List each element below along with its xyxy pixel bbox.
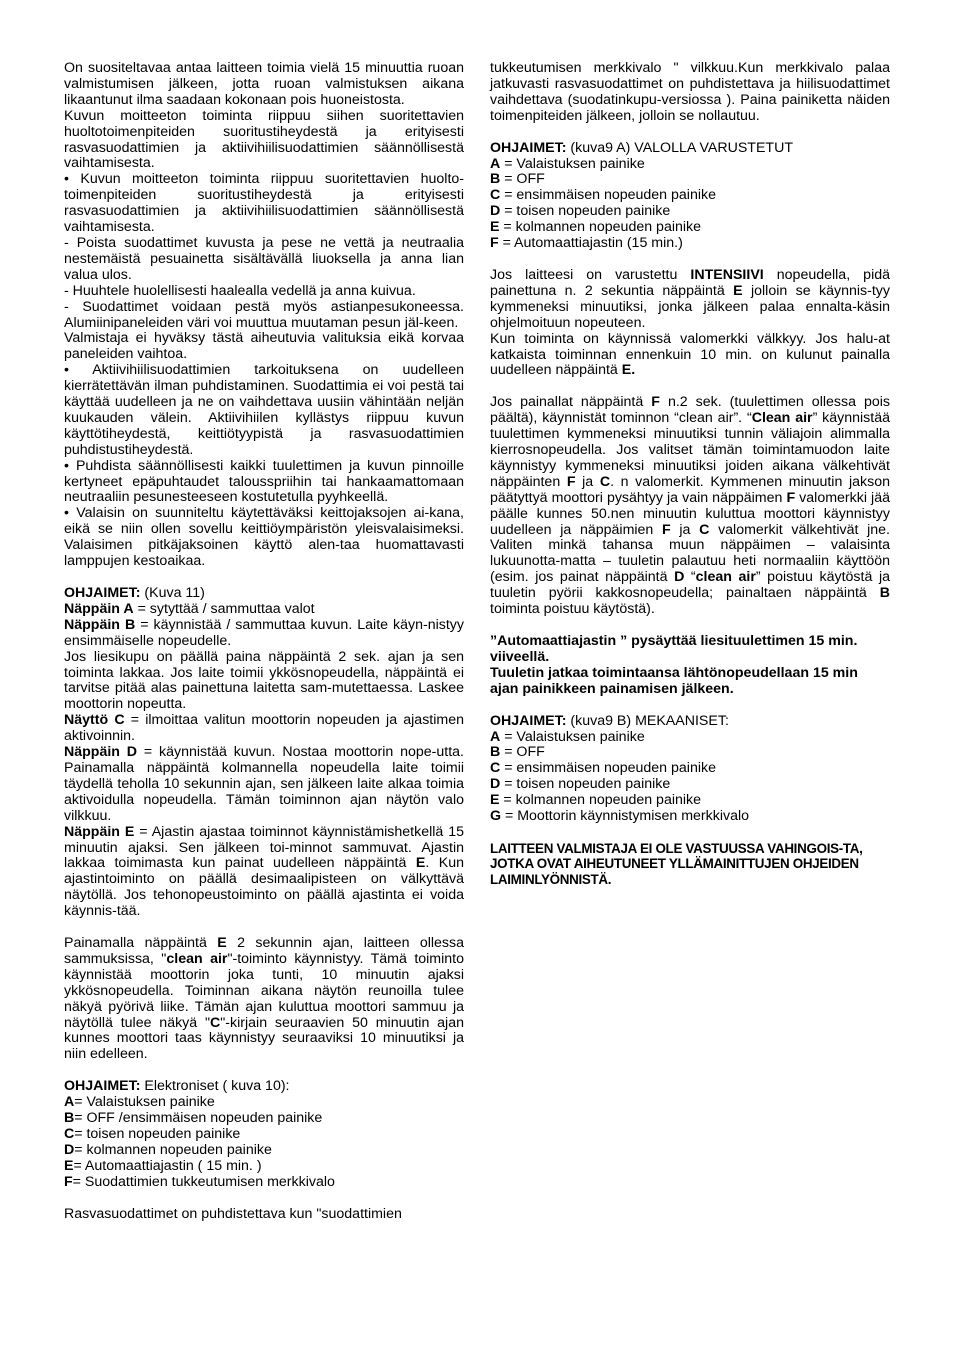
paragraph: Jos liesikupu on päällä paina näppäintä 2 sek. ajan ja sen toiminta lakkaa. Jos laite toimii ykkösnopeudella, näppäintä ei tarvitse pitää alas painettuna laitetta sam-mutettaessa. Laskee moottorin nopeutta. (64, 648, 464, 713)
list-item: F = Automaattiajastin (15 min.) (490, 235, 683, 252)
button-b-description: Näppäin B = käynnistää / sammuttaa kuvun. Laite käyn-nistyy ensimmäiselle nopeudelle. (64, 616, 464, 649)
list-item: C = ensimmäisen nopeuden painike (490, 760, 716, 777)
list-item: F= Suodattimien tukkeutumisen merkkivalo (64, 1173, 335, 1190)
list-item: E = kolmannen nopeuden painike (490, 219, 702, 236)
paragraph: Rasvasuodattimet on puhdistettava kun "suodattimien (64, 1205, 402, 1222)
controls-heading-fig9b: OHJAIMET: (kuva9 B) MEKAANISET: (490, 712, 729, 729)
paragraph: Valmistaja ei hyväksy tästä aiheutuvia valituksia eikä korvaa paneleiden vaihtoa. (64, 330, 464, 363)
paragraph: On suositeltavaa antaa laitteen toimia vielä 15 minuuttia ruoan valmistumisen jälkeen, jotta ruoan valmistuksen aikana likaantunut ilma saadaan kokonaan pois huoneistosta. (64, 60, 464, 108)
paragraph: tukkeutumisen merkkivalo " vilkkuu.Kun merkkivalo palaa jatkuvasti rasvasuodattimet on puhdistettava ja hiilisuodattimet vaihdettava (suodatinkupu-versiossa ). Paina painiketta näiden toimenpiteiden jälkeen, jolloin se nollautuu. (490, 60, 890, 124)
button-a-description: Näppäin A = sytyttää / sammuttaa valot (64, 600, 315, 617)
list-item: C = ensimmäisen nopeuden painike (490, 187, 716, 204)
display-c-description: Näyttö C = ilmoittaa valitun moottorin nopeuden ja ajastimen aktivoinnin. (64, 712, 464, 745)
clean-air-paragraph: Painamalla näppäintä E 2 sekunnin ajan, laitteen ollessa sammuksissa, "clean air"-toiminto käynnistyy. Tämä toiminto käynnistää moottorin joka tunti, 10 minuutin ajaksi ykkösnopeudella. Toiminnan aikana näytön reunoilla tulee näkyä pyörivä liike. Tämän ajan kuluttua moottori sammuu ja näytöllä tulee näkyä "C"-kirjain seuraavien 50 minuutin ajan kunnes moottori taas käynnistyy seuraaviksi 10 minuutiksi ja niin edelleen. (64, 935, 464, 1063)
clean-air-f-paragraph: Jos painallat näppäintä F n.2 sek. (tuulettimen ollessa pois päältä), käynnistät tominnon “clean air”. “Clean air” käynnistää tuulettimen kymmeneksi minuutiksi tunnin väliajoin alimmalla kierrosnopeudella. Jos valitset tämän toimintamuodon laite käynnistyy kymmeneksi minuutiksi joiden aikana välkehtivät näppäinten F ja C. n valomerkit. Kymmenen minuutin jakson päätyttyä moottori pysähtyy ja vain näppäimen F valomerkki jää päälle kunnes 50.nen minuutin kuluttua moottori käynnistyy uudelleen ja näppäimien F ja C valomerkit välkehtivät jne. Valiten minkä tahansa muun näppäimen – valaisinta lukuunotta-matta – tuuletin palautuu heti normaaliin käyttöön (esim. jos painat näppäintä D “clean air” poistuu käytöstä ja tuuletin pyörii kakkosnopeudella; painaltaen näppäintä B toiminta poistuu käytöstä). (490, 394, 890, 618)
list-item: A= Valaistuksen painike (64, 1094, 215, 1111)
button-e-description: Näppäin E = Ajastin ajastaa toiminnot käynnistämishetkellä 15 minuutin ajaksi. Sen jälkeen toi-minnot sammuvat. Ajastin lakkaa toimimasta kun painat uudelleen näppäintä E. Kun ajastintoiminto on päällä desimaalipisteen on välkyttävä näytöllä. Jos tehonopeustoiminto on päällä ajastinta ei voida käynnis-tää. (64, 823, 464, 920)
controls-list-fig10 (64, 1095, 464, 1190)
intensive-paragraph: Jos laitteesi on varustettu INTENSIIVI nopeudella, pidä painettuna n. 2 sekuntia näppäintä E jolloin se käynnis-tyy kymmeneksi minuutiksi, jonka jälkeen palaa ennalta-käsin ohjelmoituun nopeuteen. (490, 266, 890, 331)
list-item: D = toisen nopeuden painike (490, 203, 671, 220)
paragraph: • Aktiivihiilisuodattimien tarkoituksena on uudelleen kierrätettävän ilman puhdistaminen. Suodattimia ei voi pestä tai käyttää uudelleen ja ne on vaihdettava uusiin vähintään neljän kuukauden välein. Aktiivihiilen kyllästys riippuu kuvun käyttötiheydestä, keittiötyypistä ja rasvasuodattimien puhdistustiheydestä. (64, 362, 464, 458)
timer-note: ”Automaattiajastin ” pysäyttää liesituulettimen 15 min. viiveellä. (490, 633, 858, 665)
list-item: A = Valaistuksen painike (490, 728, 645, 745)
left-column (64, 61, 464, 1223)
button-d-description: Näppäin D = käynnistää kuvun. Nostaa moottorin nope-utta. Painamalla näppäintä kolmannella nopeudella laite toimii täydellä teholla 10 sekunnin ajan, sen jälkeen laite alkaa toimia aktivoidulla nopeudella. Tämän toiminnon ajan näytön valo vilkkuu. (64, 744, 464, 824)
controls-heading-fig10: OHJAIMET: Elektroniset ( kuva 10): (64, 1078, 290, 1095)
timer-note-continued: Tuuletin jatkaa toimintaansa lähtönopeudellaan 15 min ajan painikkeen painamisen jälkeen. (490, 664, 858, 697)
list-item: A = Valaistuksen painike (490, 155, 645, 172)
paragraph: • Puhdista säännöllisesti kaikki tuulettimen ja kuvun pinnoille kertyneet epäpuhtaudet talousspriihin tai hankaamattomaan neutraaliin pesunesteeseen kostutetulla pyyhkeellä. (64, 457, 464, 506)
controls-heading-fig9a: OHJAIMET: (kuva9 A) VALOLLA VARUSTETUT (490, 139, 794, 156)
controls-list-fig9b (490, 730, 890, 825)
paragraph: • Kuvun moitteeton toiminta riippuu suoritettavien huolto-toimenpiteiden suoritustiheydestä ja erityisesti rasvasuodattimien ja aktiivihiilisuodattimien säännöllisestä vaihtamisesta. (64, 171, 464, 236)
intensive-cancel-paragraph: Kun toiminta on käynnissä valomerkki välkkyy. Jos halu-at katkaista toiminnan ennenkuin 10 min. on kulunut painalla uudelleen näppäintä E. (490, 330, 890, 379)
list-item: B = OFF (490, 744, 545, 761)
paragraph: - Poista suodattimet kuvusta ja pese ne vettä ja neutraalia nestemäistä pesuainetta sisältävällä liuoksella ja anna lian valua ulos. (64, 234, 464, 283)
list-item: B = OFF (490, 171, 545, 188)
paragraph: - Huuhtele huolellisesti haalealla vedellä ja anna kuivua. (64, 282, 416, 299)
list-item: G = Moottorin käynnistymisen merkkivalo (490, 808, 750, 825)
right-column (490, 61, 890, 887)
list-item: B= OFF /ensimmäisen nopeuden painike (64, 1110, 323, 1127)
list-item: C= toisen nopeuden painike (64, 1126, 241, 1142)
controls-heading-fig11: OHJAIMET: (Kuva 11) (64, 585, 205, 601)
list-item: E= Automaattiajastin ( 15 min. ) (64, 1157, 262, 1174)
liability-warning: LAITTEEN VALMISTAJA EI OLE VASTUUSSA VAHINGOIS-TA, JOTKA OVAT AIHEUTUNEET YLLÄMAINITTUJEN OHJEIDEN LAIMINLYÖNNISTÄ. (490, 840, 863, 887)
paragraph: Kuvun moitteeton toiminta riippuu siihen suoritettavien huoltotoimenpiteiden suoritustiheydestä ja erityisesti rasvasuodattimien ja aktiivihiilisuodattimien säännöllisestä vaihtamisesta. (64, 107, 464, 172)
list-item: D= kolmannen nopeuden painike (64, 1141, 272, 1158)
controls-list-fig9a (490, 157, 890, 252)
paragraph: • Valaisin on suunniteltu käytettäväksi keittojaksojen ai-kana, eikä se niin ollen sovellu keittiöympäristön yleisvalaisimeksi. Valaisimen pitkäjaksoinen käyttö alen-taa huomattavasti lamppujen kestoaikaa. (64, 505, 464, 570)
paragraph: - Suodattimet voidaan pestä myös astianpesukoneessa. Alumiinipaneleiden väri voi muuttua muutaman pesun jäl-keen. (64, 298, 464, 331)
list-item: D = toisen nopeuden painike (490, 776, 671, 793)
list-item: E = kolmannen nopeuden painike (490, 792, 702, 809)
